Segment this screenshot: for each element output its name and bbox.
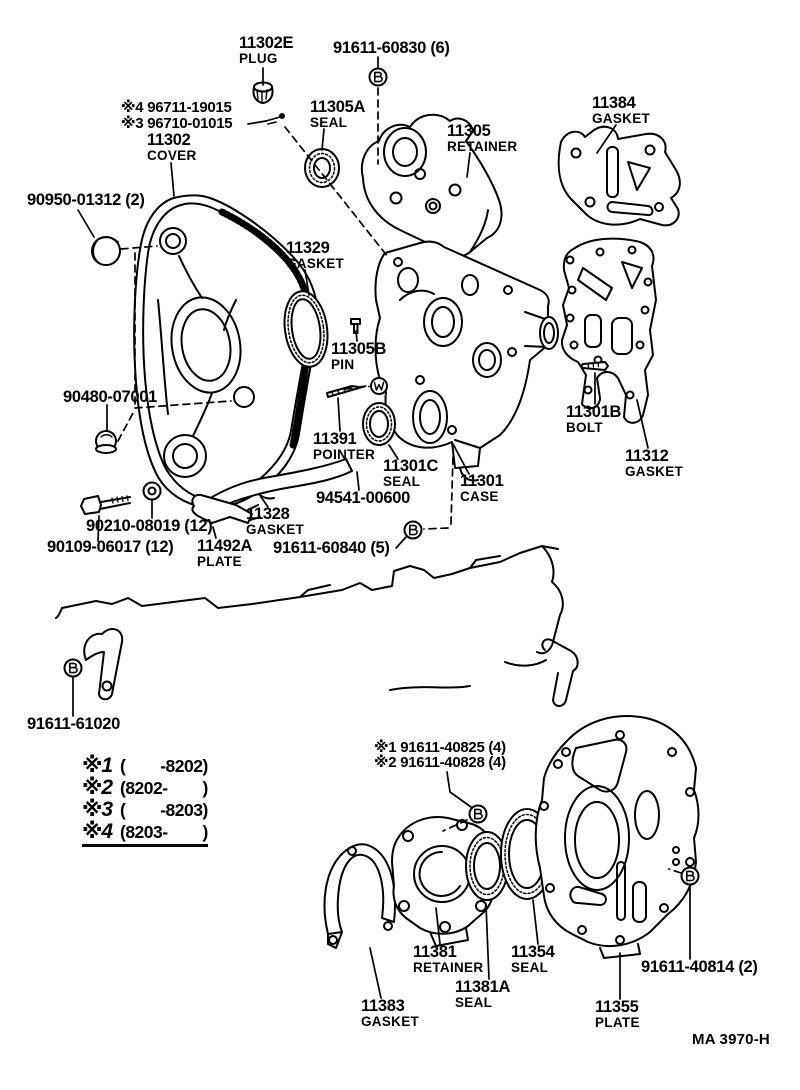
part-number: 11492A [197, 537, 253, 555]
part-number: ※2 91611-40828 (4) [374, 754, 506, 771]
label-seal-11301c [383, 458, 438, 489]
part-name: COVER [147, 148, 197, 164]
part-number: ※3 96710-01015 [121, 115, 233, 132]
part-number: 11305A [310, 98, 366, 116]
part-number: 11381 [413, 943, 457, 961]
label-seal-11354 [511, 944, 554, 975]
part-number: 94541-00600 [316, 489, 410, 507]
label-cover-11302 [147, 132, 197, 163]
part-number: 11301C [383, 457, 439, 475]
part-number: 11302 [147, 131, 191, 149]
label-bolt-91611-60830 [333, 40, 450, 57]
legend-range: ( -8202) [120, 756, 208, 776]
part-number: 90950-01312 (2) [27, 191, 145, 209]
bolt-symbol-60840 [405, 522, 422, 539]
label-seal-96711 [121, 100, 231, 116]
part-number: 11305 [447, 122, 491, 140]
label-retainer-11381 [413, 944, 483, 975]
part-number: 11391 [313, 430, 357, 448]
label-plug-90950 [27, 192, 145, 209]
plug-90950-drawing [92, 237, 120, 265]
nut-90480-drawing [96, 431, 116, 453]
part-number: 11328 [246, 505, 290, 523]
part-number: 90210-08019 (12) [86, 517, 213, 535]
part-name: PLATE [595, 1015, 640, 1031]
part-name: SEAL [511, 960, 549, 976]
part-name: GASKET [625, 464, 684, 480]
bolt-symbol-60830 [370, 69, 387, 86]
part-name: GASKET [361, 1014, 420, 1030]
bolt-symbol-40814 [682, 868, 699, 885]
part-name: SEAL [383, 474, 421, 490]
part-number: 91611-61020 [27, 715, 121, 733]
seal-11305a-drawing [305, 149, 339, 187]
part-number: 11384 [592, 94, 636, 112]
part-number: 11301B [566, 403, 622, 421]
part-number: 11354 [511, 943, 555, 961]
gasket-11383-drawing [325, 844, 395, 948]
label-gasket-11329 [286, 240, 344, 271]
part-number: 91611-60830 (6) [333, 39, 450, 57]
plate-11355-drawing [536, 716, 699, 958]
label-seal-11381a [455, 979, 510, 1010]
legend-range: ( -8203) [120, 800, 208, 820]
label-pin-11305b [331, 341, 386, 372]
label-gasket-11312 [625, 448, 683, 479]
label-gasket-11384 [592, 95, 650, 126]
part-number: 91611-60840 (5) [273, 539, 390, 557]
washer-90210-drawing [144, 483, 161, 500]
label-bolt-91611-61020 [27, 716, 120, 733]
legend-mark: ※3 [82, 798, 113, 821]
part-number: 11329 [286, 239, 330, 257]
part-number: 11381A [455, 978, 511, 996]
legend-range: (8202- ) [120, 778, 208, 798]
label-bolt-91611-60840 [273, 540, 390, 557]
gasket-11384-drawing [559, 127, 680, 226]
figure-code: MA 3970-H [692, 1031, 770, 1048]
part-number: 11305B [331, 340, 387, 358]
label-washer-90210 [86, 518, 212, 535]
part-name: RETAINER [447, 139, 518, 155]
part-number: 11383 [361, 997, 405, 1015]
engine-block-sketch [56, 546, 578, 706]
label-gasket-11383 [361, 998, 419, 1029]
part-name: BOLT [566, 420, 603, 436]
part-name: CASE [460, 489, 499, 505]
washer-symbol-w [371, 378, 387, 394]
part-name: PIN [331, 357, 355, 373]
legend-range: (8203- ) [120, 822, 208, 842]
legend-row [82, 775, 208, 797]
part-name: RETAINER [413, 960, 484, 976]
bracket-61020-drawing [84, 629, 122, 699]
legend-mark: ※1 [82, 754, 113, 777]
label-gasket-11328 [246, 506, 304, 537]
label-bolt-90109 [47, 539, 173, 556]
part-number: 90109-06017 (12) [47, 538, 174, 556]
part-number: 90480-07001 [63, 388, 157, 406]
gasket-11312-drawing [562, 239, 656, 423]
label-plate-11492a [197, 538, 252, 569]
application-date-legend [82, 753, 208, 847]
part-name: SEAL [455, 995, 493, 1011]
label-retainer-11305 [447, 123, 517, 154]
part-number: 11302E [239, 34, 294, 52]
part-number: 91611-40814 (2) [641, 958, 758, 976]
label-bolt-91611-40828 [374, 755, 506, 771]
part-name: GASKET [286, 256, 345, 272]
case-11301-drawing [375, 242, 558, 481]
label-bolt-91611-40814 [641, 959, 758, 976]
part-number: ※1 91611-40825 (4) [374, 739, 506, 756]
part-name: POINTER [313, 447, 376, 463]
seal-96711-drawing [266, 114, 284, 124]
label-stud-94541 [316, 490, 410, 507]
bolt-symbol-61020 [65, 660, 82, 677]
part-number: 11301 [460, 472, 504, 490]
label-plug-11302e [239, 35, 293, 66]
label-pointer-11391 [313, 431, 375, 462]
legend-row [82, 819, 208, 841]
part-number: 11312 [625, 447, 669, 465]
legend-row [82, 797, 208, 819]
legend-mark: ※2 [82, 776, 113, 799]
label-bolt-11301b [566, 404, 621, 435]
label-seal-96710 [121, 116, 232, 132]
part-name: GASKET [592, 111, 651, 127]
part-number: ※4 96711-19015 [121, 99, 232, 116]
part-name: PLUG [239, 51, 278, 67]
label-nut-90480 [63, 389, 157, 406]
bolt-11301b-drawing [581, 362, 608, 370]
part-number: 11355 [595, 998, 639, 1016]
legend-mark: ※4 [82, 820, 113, 843]
part-name: PLATE [197, 554, 242, 570]
bolt-symbol-40825 [470, 806, 487, 823]
part-name: GASKET [246, 522, 305, 538]
legend-row [82, 753, 208, 775]
bolt-90109-drawing [81, 496, 130, 514]
label-case-11301 [460, 473, 503, 504]
label-seal-11305a [310, 99, 365, 130]
part-name: SEAL [310, 115, 348, 131]
label-plate-11355 [595, 999, 640, 1030]
